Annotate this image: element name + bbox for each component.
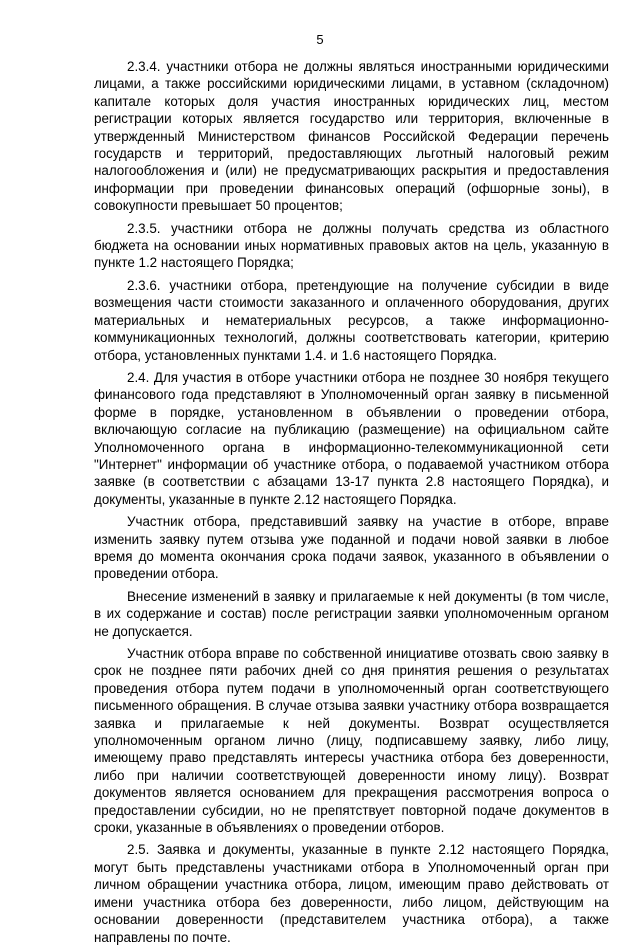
paragraph-application-change: Участник отбора, представивший заявку на участие в отборе, вправе изменить заявку путем отзыва уже поданной и подачи новой заявки в любое время до момента окончания срока подачи заявок, указанного в объявлении о проведении отбора. xyxy=(94,514,609,582)
paragraph-2-3-4: 2.3.4. участники отбора не должны являться иностранными юридическими лицами, а также российскими юридическими лицами, в уставном (складочном) капитале которых доля участия иностранных юридических лиц, местом регистрации которых является государство или территория, включенные в утвержденный Министерством финансов Российской Федерации перечень государств и территорий, предоставляющих льготный налоговый режим налогообложения и (или) не предусматривающих раскрытия и предоставления информации при проведении финансовых операций (офшорные зоны), в совокупности превышает 50 процентов; xyxy=(94,59,609,214)
paragraph-no-changes-after-registration: Внесение изменений в заявку и прилагаемые к ней документы (в том числе, в их содержание и состав) после регистрации заявки уполномоченным органом не допускается. xyxy=(94,588,609,639)
paragraph-2-4: 2.4. Для участия в отборе участники отбора не позднее 30 ноября текущего финансового года представляют в Уполномоченный орган заявку в письменной форме в порядке, установленном в объявлении о проведении отбора, включающую согласие на публикацию (размещение) на официальном сайте Уполномоченного органа в информационно-телекоммуникационной сети "Интернет" информации об участнике отбора, о подаваемой участником отбора заявке (в соответствии с абзацами 13-17 пункта 2.8 настоящего Порядка), и документы, указанные в пункте 2.12 настоящего Порядка. xyxy=(94,369,609,507)
document-body xyxy=(94,58,609,951)
paragraph-application-withdrawal: Участник отбора вправе по собственной инициативе отозвать свою заявку в срок не позднее пяти рабочих дней со дня принятия решения о результатах проведения отбора путем подачи в уполномоченный орган соответствующего письменного обращения. В случае отзыва заявки участнику отбора возвращается заявка и прилагаемые к ней документы. Возврат осуществляется уполномоченным органом лично (лицу, подписавшему заявку, либо лицу, имеющему право представлять интересы участника отбора без доверенности, либо при наличии соответствующей доверенности иному лицу). Возврат документов является основанием для прекращения рассмотрения вопроса о предоставлении субсидии, но не препятствует повторной подаче документов в сроки, указанные в объявлениях о проведении отборов. xyxy=(94,646,609,836)
paragraph-2-3-6: 2.3.6. участники отбора, претендующие на получение субсидии в виде возмещения части стоимости заказанного и оплаченного оборудования, других материальных и нематериальных ресурсов, а также информационно-коммуникационных технологий, должны соответствовать категории, критерию отбора, установленных пунктами 1.4. и 1.6 настоящего Порядка. xyxy=(94,277,609,363)
paragraph-2-5: 2.5. Заявка и документы, указанные в пункте 2.12 настоящего Порядка, могут быть представлены участниками отбора в Уполномоченный орган при личном обращении участника отбора, лицом, имеющим право действовать от имени участника отбора без доверенности, либо лицом, действующим на основании доверенности (представителем участника отбора), а также направлены по почте. xyxy=(94,842,609,945)
paragraph-2-3-5: 2.3.5. участники отбора не должны получать средства из областного бюджета на основании иных нормативных правовых актов на цель, указанную в пункте 1.2 настоящего Порядка; xyxy=(94,220,609,271)
page-number: 5 xyxy=(316,32,324,47)
